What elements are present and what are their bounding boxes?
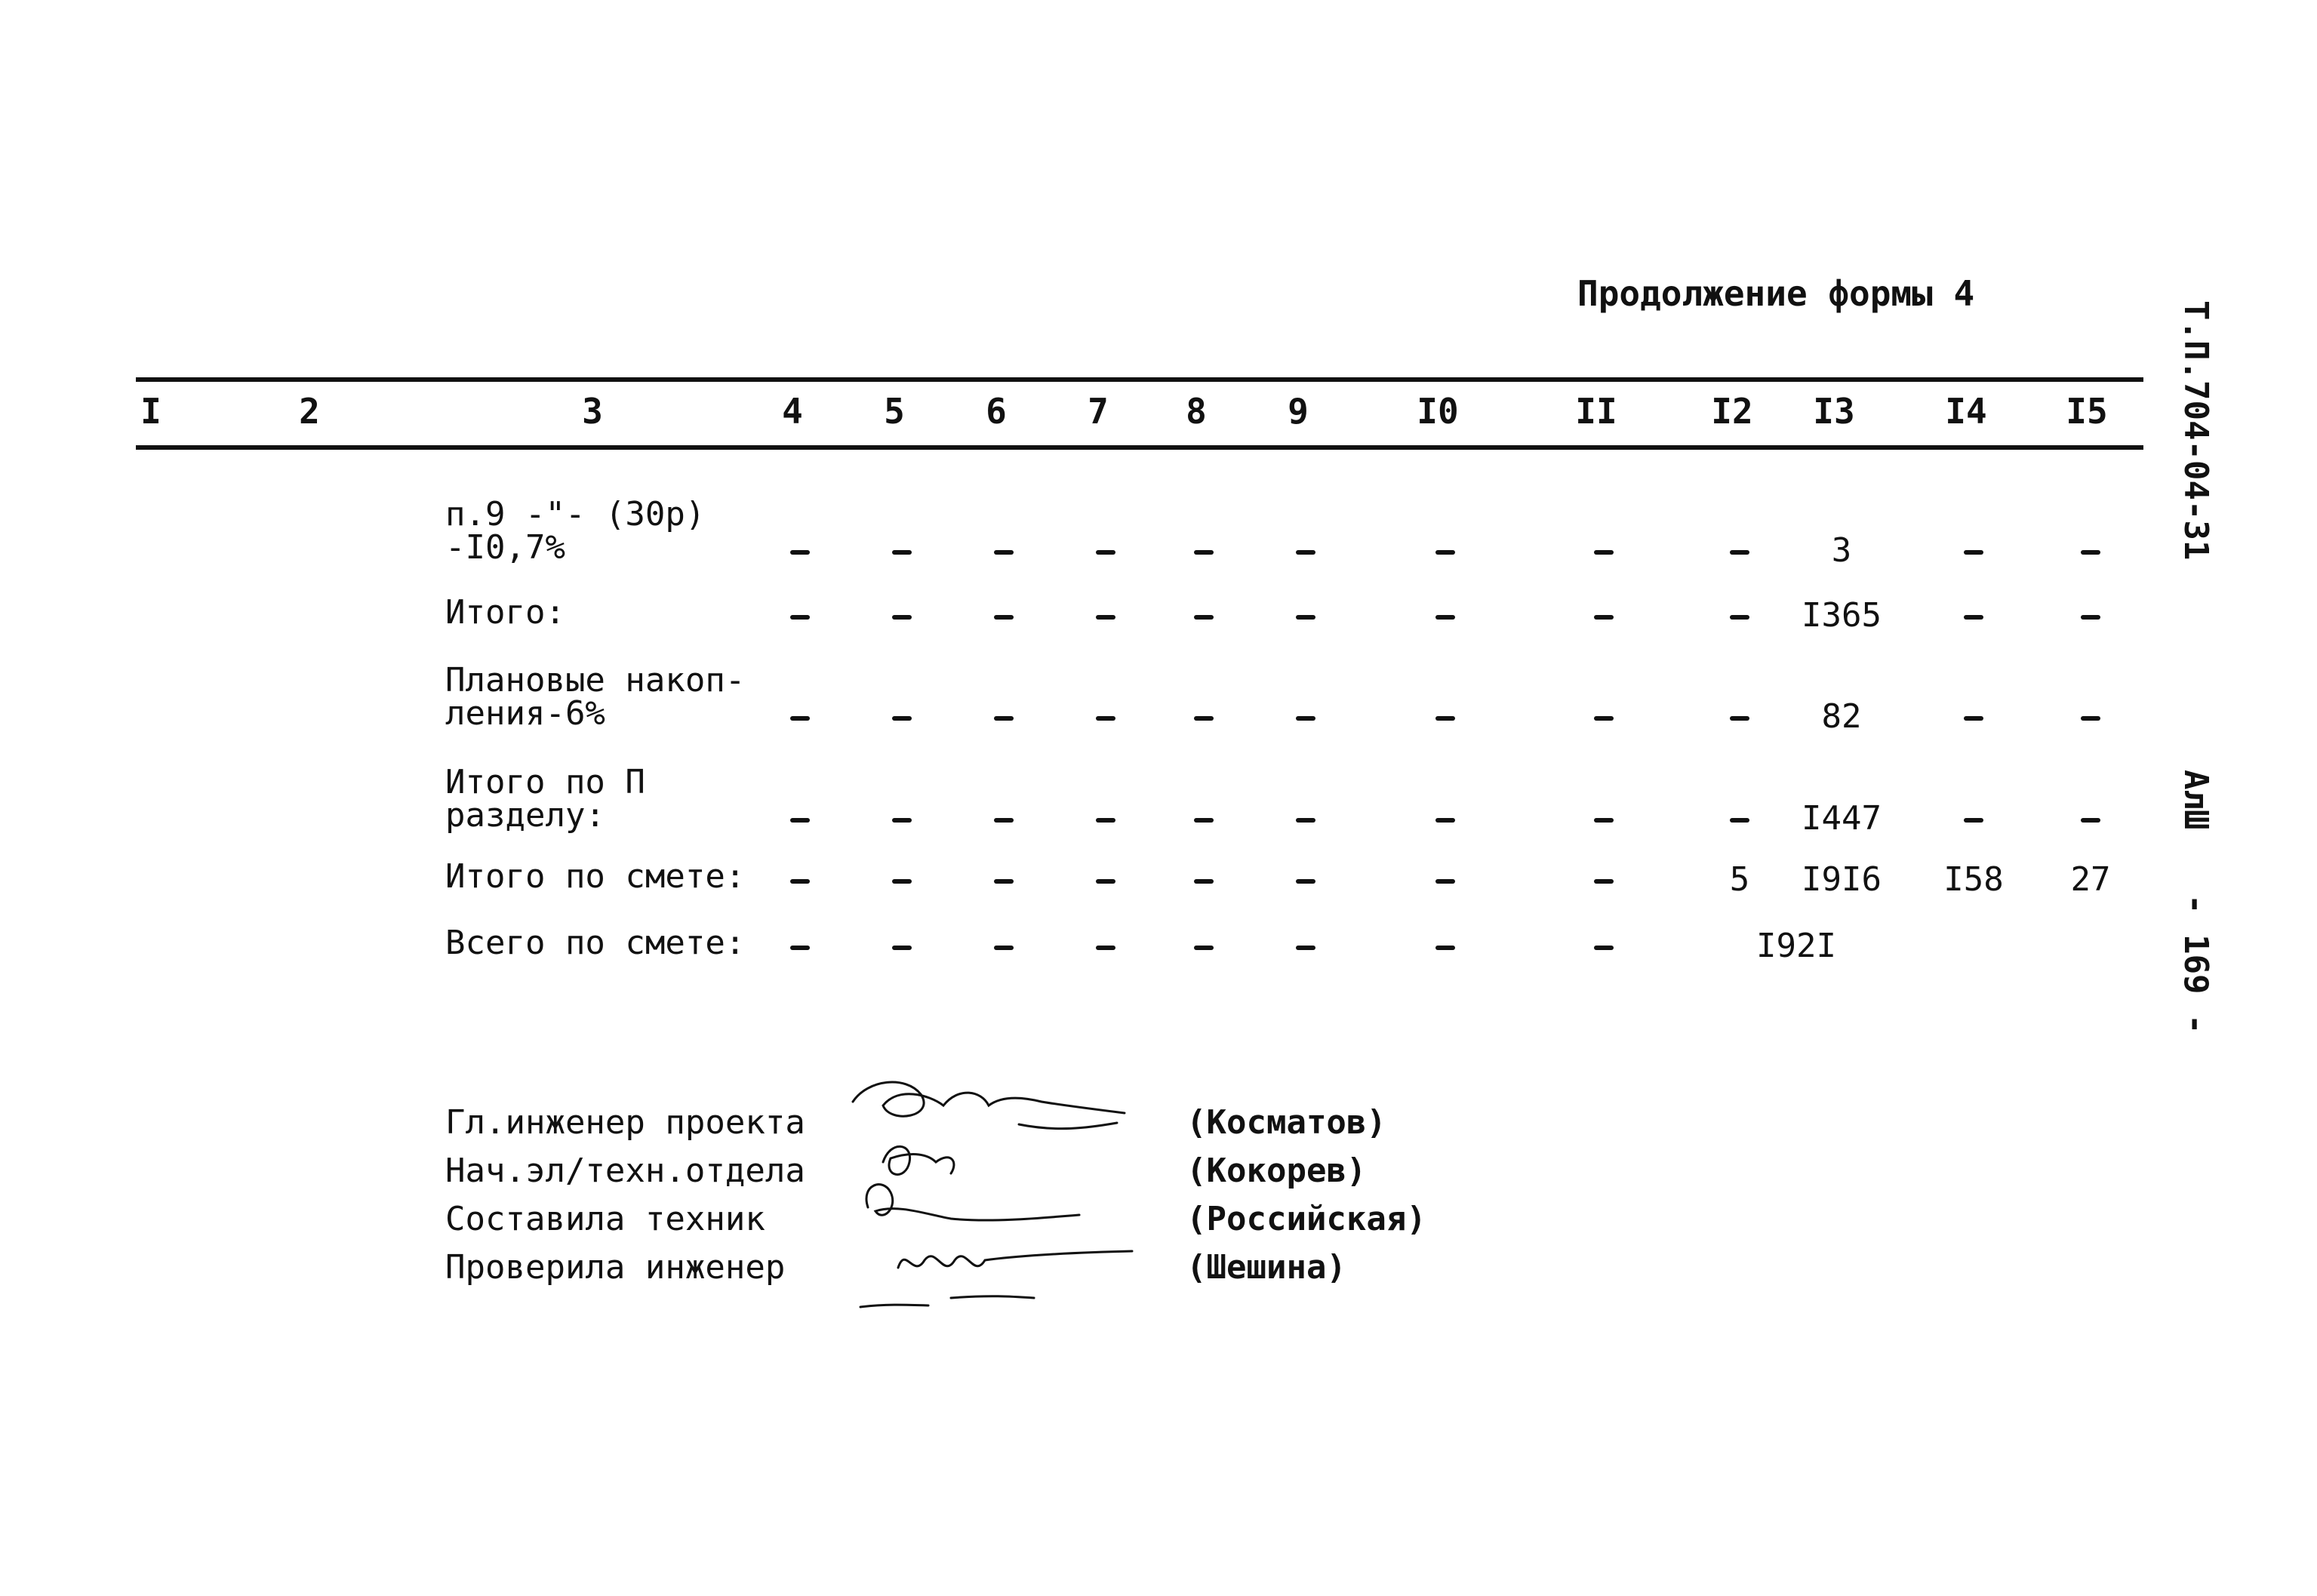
table-cell xyxy=(970,799,1038,838)
dash-mark xyxy=(994,879,1014,884)
dash-mark xyxy=(790,818,810,823)
dash-mark xyxy=(1730,818,1749,823)
dash-mark xyxy=(790,615,810,620)
dash-mark xyxy=(1730,716,1749,721)
column-number: I xyxy=(140,391,162,432)
dash-mark xyxy=(994,615,1014,620)
table-cell xyxy=(1272,799,1340,838)
dash-mark xyxy=(1594,615,1614,620)
row-label: -I0,7% xyxy=(445,528,565,567)
column-number: 9 xyxy=(1288,391,1309,432)
dash-mark xyxy=(1435,550,1455,555)
table-cell xyxy=(1570,860,1638,899)
row-label: Плановые накоп- xyxy=(445,661,746,700)
dash-mark xyxy=(1296,615,1315,620)
table-cell xyxy=(766,799,834,838)
column-number: 2 xyxy=(299,391,320,432)
table-cell xyxy=(1272,860,1340,899)
table-cell xyxy=(766,860,834,899)
table-cell xyxy=(868,799,936,838)
dash-mark xyxy=(1096,615,1115,620)
table-cell xyxy=(1706,697,1774,736)
table-cell xyxy=(766,596,834,635)
dash-mark xyxy=(994,716,1014,721)
column-number: 8 xyxy=(1186,391,1207,432)
handwritten-signatures xyxy=(838,1072,1170,1321)
table-cell xyxy=(1570,799,1638,838)
dash-mark xyxy=(994,550,1014,555)
table-cell: I92I xyxy=(1756,927,1836,965)
row-label: Всего по смете: xyxy=(445,924,746,962)
column-number: 4 xyxy=(782,391,803,432)
dash-mark xyxy=(892,879,912,884)
table-cell xyxy=(1072,927,1140,965)
table-cell xyxy=(1411,596,1479,635)
table-cell xyxy=(1272,927,1340,965)
dash-mark xyxy=(1964,818,1983,823)
table-cell xyxy=(1072,860,1140,899)
table-cell: 5 xyxy=(1729,860,1750,899)
table-cell xyxy=(766,697,834,736)
table-cell: I58 xyxy=(1943,860,2004,899)
table-cell xyxy=(868,531,936,570)
table-cell xyxy=(1706,799,1774,838)
table-cell: I447 xyxy=(1802,799,1882,838)
table-cell xyxy=(1272,531,1340,570)
table-cell xyxy=(970,531,1038,570)
dash-mark xyxy=(1096,946,1115,950)
dash-mark xyxy=(1594,946,1614,950)
table-cell xyxy=(1272,596,1340,635)
signature-name: (Шешина) xyxy=(1186,1248,1346,1287)
row-label: разделу: xyxy=(445,796,605,835)
dash-mark xyxy=(1435,946,1455,950)
dash-mark xyxy=(1594,818,1614,823)
table-cell xyxy=(1570,697,1638,736)
table-cell: I9I6 xyxy=(1802,860,1882,899)
dash-mark xyxy=(1096,879,1115,884)
page-number: - 169 - xyxy=(2177,894,2215,1035)
table-cell xyxy=(1940,531,2008,570)
dash-mark xyxy=(1435,615,1455,620)
table-cell xyxy=(1570,927,1638,965)
dash-mark xyxy=(994,946,1014,950)
table-header-rule xyxy=(136,445,2143,450)
dash-mark xyxy=(1096,716,1115,721)
column-number: 3 xyxy=(582,391,603,432)
dash-mark xyxy=(1594,716,1614,721)
table-cell xyxy=(766,531,834,570)
table-cell xyxy=(1170,531,1238,570)
signature-role: Гл.инженер проекта xyxy=(445,1103,805,1142)
dash-mark xyxy=(2081,716,2100,721)
table-cell xyxy=(1411,697,1479,736)
signature-name: (Кокорев) xyxy=(1186,1152,1367,1190)
column-number: I4 xyxy=(1945,391,1987,432)
signature-role: Нач.эл/техн.отдела xyxy=(445,1152,805,1190)
table-cell xyxy=(1411,531,1479,570)
table-cell xyxy=(1072,697,1140,736)
signature-name: (Российская) xyxy=(1186,1200,1426,1238)
table-cell xyxy=(1940,596,2008,635)
table-cell xyxy=(1570,596,1638,635)
table-cell xyxy=(1170,860,1238,899)
table-cell: I365 xyxy=(1802,596,1882,635)
row-label: ления-6% xyxy=(445,694,605,733)
table-cell xyxy=(1570,531,1638,570)
table-cell xyxy=(1272,697,1340,736)
dash-mark xyxy=(790,716,810,721)
table-cell xyxy=(1170,927,1238,965)
row-label: Итого по смете: xyxy=(445,857,746,896)
dash-mark xyxy=(1096,550,1115,555)
table-cell xyxy=(868,927,936,965)
signature-role: Проверила инженер xyxy=(445,1248,786,1287)
table-cell xyxy=(1072,596,1140,635)
column-number: 5 xyxy=(884,391,905,432)
document-code: Т.П.704-04-31 xyxy=(2177,300,2215,561)
dash-mark xyxy=(2081,615,2100,620)
table-cell xyxy=(970,860,1038,899)
dash-mark xyxy=(892,818,912,823)
column-number: 7 xyxy=(1088,391,1109,432)
dash-mark xyxy=(1730,550,1749,555)
column-number: I3 xyxy=(1813,391,1855,432)
table-cell xyxy=(868,860,936,899)
dash-mark xyxy=(892,550,912,555)
signature-name: (Косматов) xyxy=(1186,1103,1386,1142)
table-cell: 82 xyxy=(1821,697,1862,736)
table-cell xyxy=(1940,799,2008,838)
column-number: II xyxy=(1575,391,1617,432)
dash-mark xyxy=(1194,615,1214,620)
dash-mark xyxy=(790,946,810,950)
dash-mark xyxy=(1194,946,1214,950)
row-label: п.9 -"- (30р) xyxy=(445,495,706,534)
dash-mark xyxy=(1594,879,1614,884)
table-cell xyxy=(1170,697,1238,736)
table-top-rule xyxy=(136,377,2143,382)
column-number: I5 xyxy=(2066,391,2108,432)
table-cell xyxy=(2057,697,2125,736)
dash-mark xyxy=(1435,879,1455,884)
dash-mark xyxy=(1594,550,1614,555)
table-cell xyxy=(970,697,1038,736)
dash-mark xyxy=(2081,550,2100,555)
dash-mark xyxy=(1964,615,1983,620)
table-cell: 3 xyxy=(1831,531,1852,570)
table-cell xyxy=(2057,596,2125,635)
dash-mark xyxy=(1296,946,1315,950)
dash-mark xyxy=(1194,818,1214,823)
table-cell xyxy=(868,697,936,736)
table-cell xyxy=(1706,596,1774,635)
album-code: АлШ xyxy=(2177,770,2215,830)
table-cell: 27 xyxy=(2070,860,2111,899)
table-cell xyxy=(2057,531,2125,570)
dash-mark xyxy=(1296,550,1315,555)
dash-mark xyxy=(1730,615,1749,620)
dash-mark xyxy=(1296,879,1315,884)
dash-mark xyxy=(1194,550,1214,555)
dash-mark xyxy=(1194,716,1214,721)
row-label: Итого: xyxy=(445,593,565,632)
dash-mark xyxy=(1964,550,1983,555)
dash-mark xyxy=(790,879,810,884)
dash-mark xyxy=(1296,818,1315,823)
dash-mark xyxy=(892,615,912,620)
table-cell xyxy=(970,927,1038,965)
row-label: Итого по П xyxy=(445,763,645,801)
dash-mark xyxy=(790,550,810,555)
dash-mark xyxy=(1296,716,1315,721)
table-cell xyxy=(868,596,936,635)
column-number: I0 xyxy=(1417,391,1459,432)
table-cell xyxy=(1170,799,1238,838)
table-cell xyxy=(1170,596,1238,635)
table-cell xyxy=(1072,531,1140,570)
dash-mark xyxy=(1964,716,1983,721)
form-continuation-title: Продолжение формы 4 xyxy=(1577,273,1975,314)
dash-mark xyxy=(892,946,912,950)
table-cell xyxy=(1706,531,1774,570)
column-number: 6 xyxy=(986,391,1007,432)
table-cell xyxy=(1411,799,1479,838)
dash-mark xyxy=(1194,879,1214,884)
table-cell xyxy=(766,927,834,965)
table-cell xyxy=(970,596,1038,635)
table-cell xyxy=(2057,799,2125,838)
dash-mark xyxy=(1096,818,1115,823)
table-cell xyxy=(1411,860,1479,899)
dash-mark xyxy=(1435,818,1455,823)
column-number: I2 xyxy=(1711,391,1753,432)
dash-mark xyxy=(1435,716,1455,721)
table-cell xyxy=(1072,799,1140,838)
dash-mark xyxy=(2081,818,2100,823)
dash-mark xyxy=(892,716,912,721)
table-cell xyxy=(1411,927,1479,965)
dash-mark xyxy=(994,818,1014,823)
signature-role: Составила техник xyxy=(445,1200,765,1238)
table-cell xyxy=(1940,697,2008,736)
